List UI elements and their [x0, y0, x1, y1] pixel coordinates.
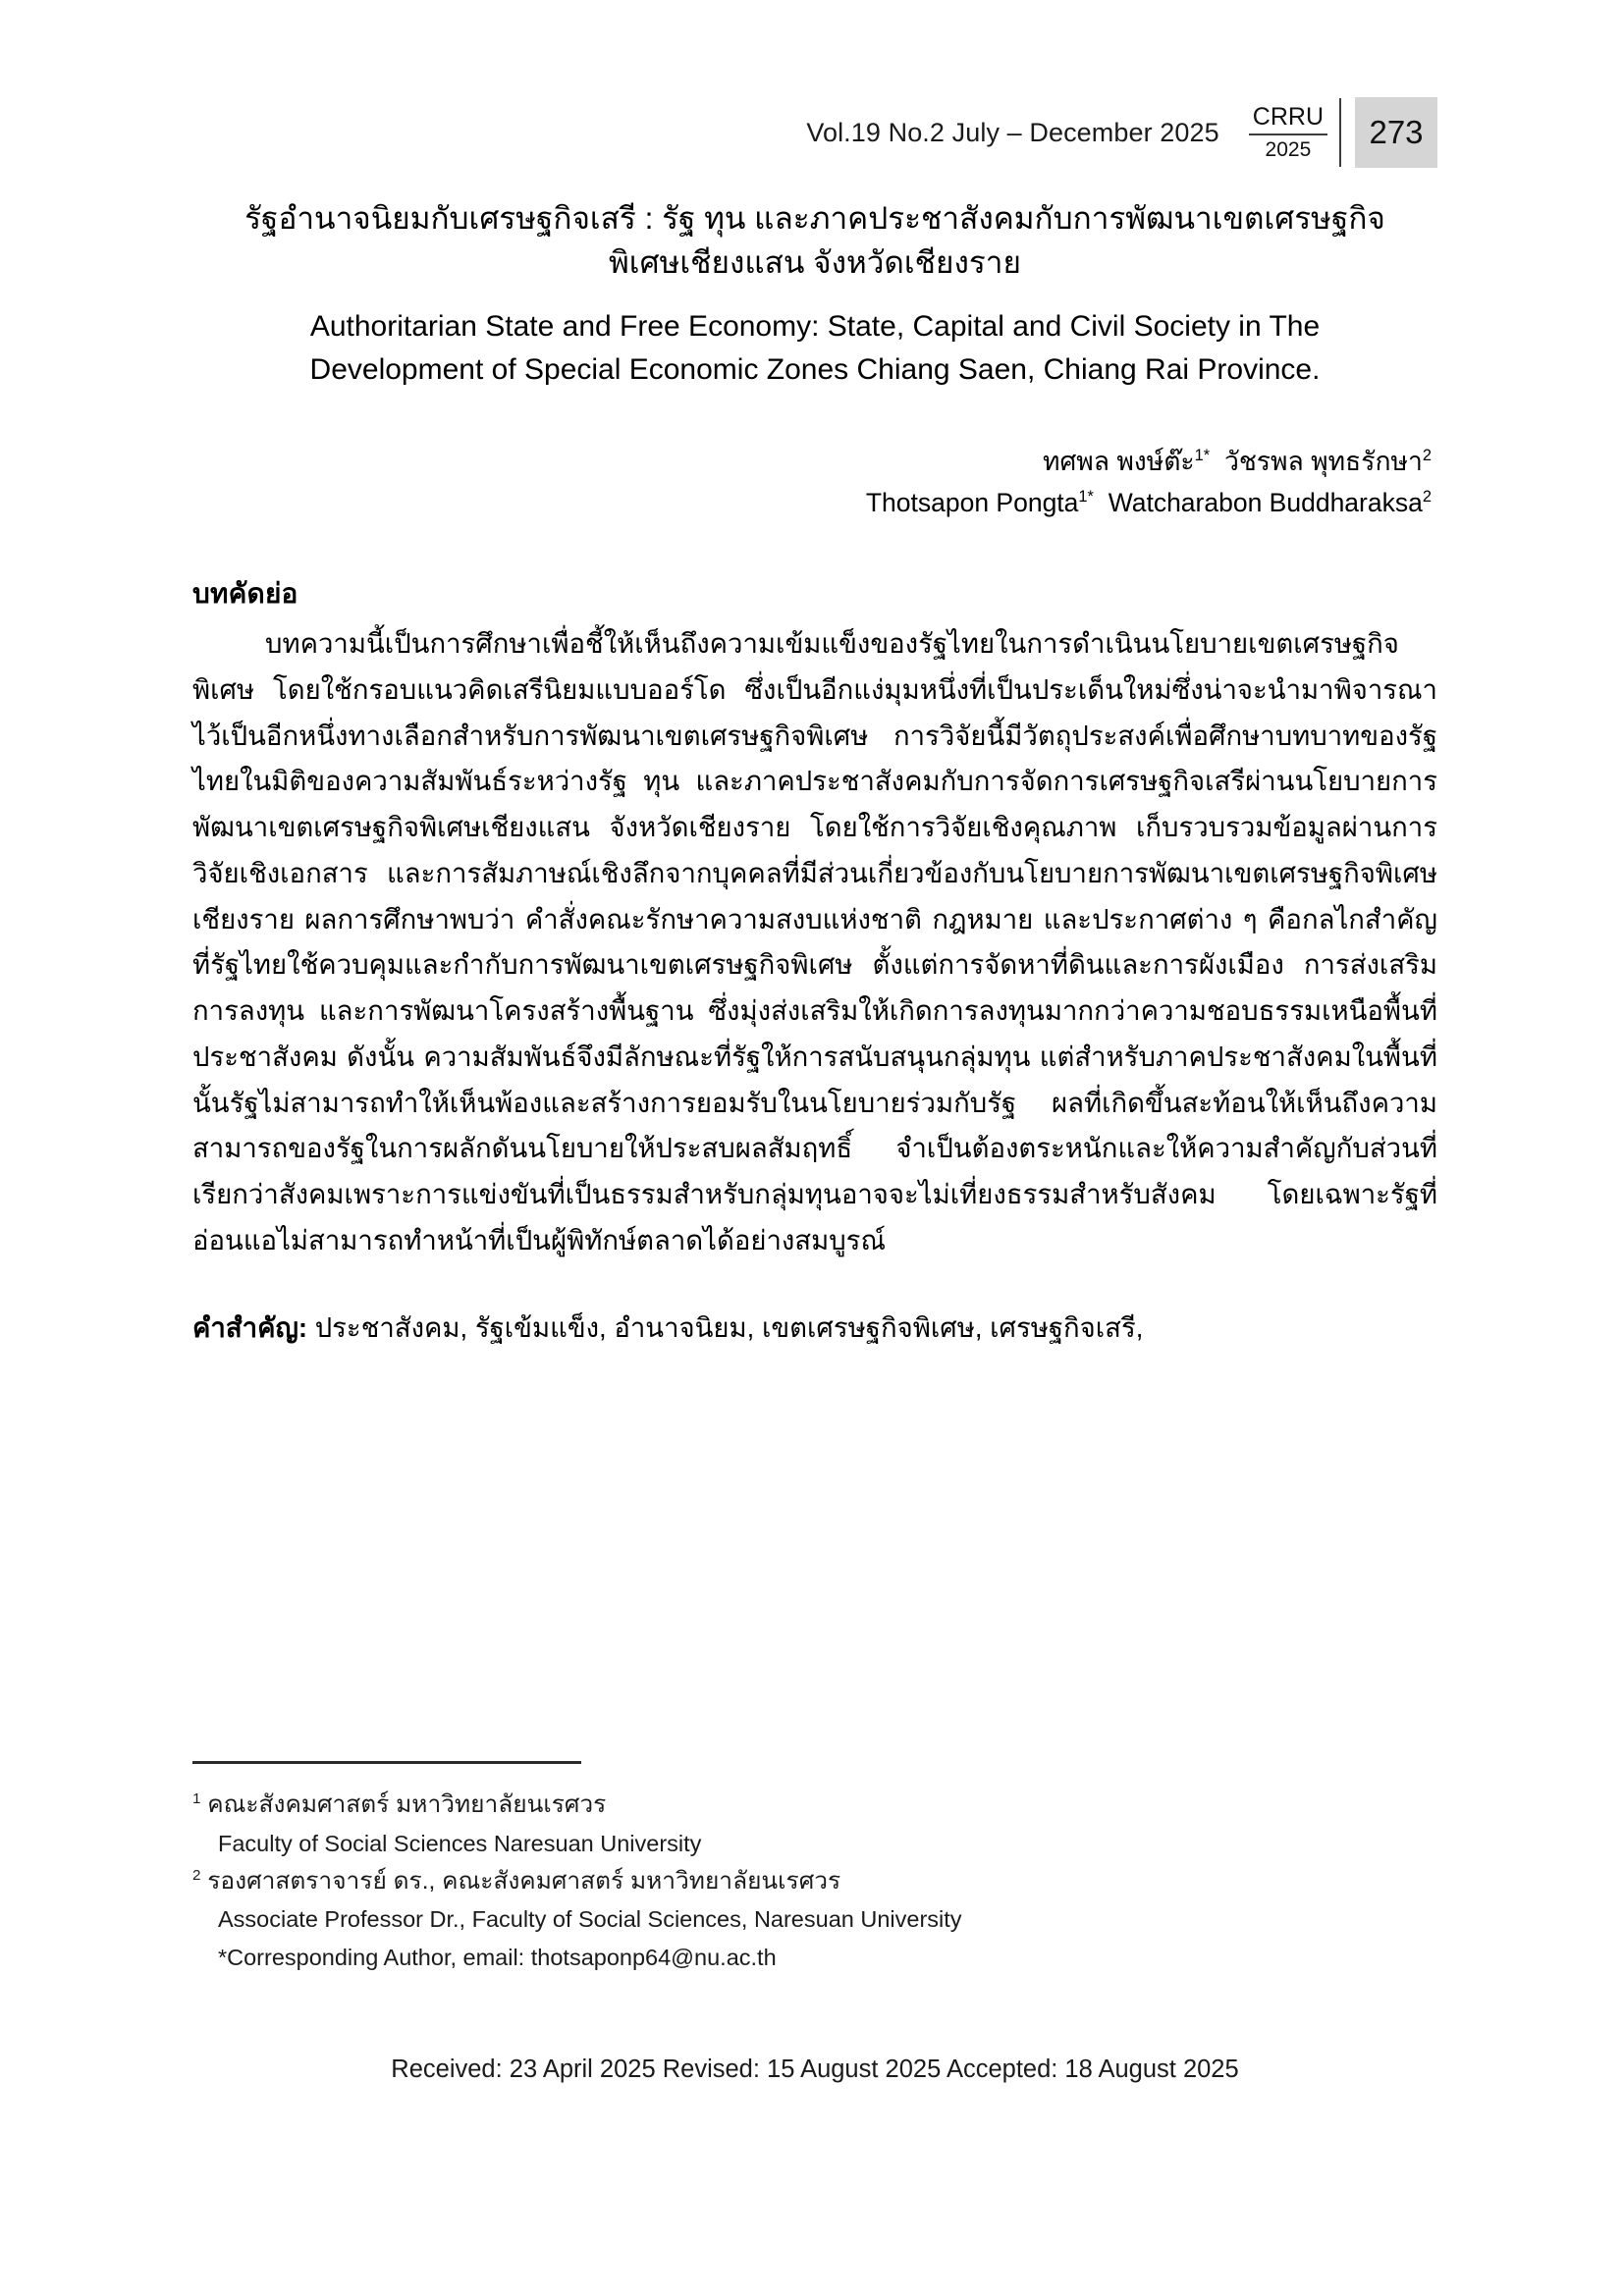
author-english-1-superscript: 1*: [1078, 487, 1094, 506]
journal-mark: [1249, 98, 1341, 167]
footnote-1-thai-text: คณะสังคมศาสตร์ มหาวิทยาลัยนเรศวร: [207, 1791, 607, 1818]
footnote-1-marker: 1: [192, 1789, 201, 1807]
author-thai-2-superscript: 2: [1422, 447, 1432, 465]
author-english-2-superscript: 2: [1422, 487, 1432, 506]
page-number: 273: [1355, 97, 1437, 168]
footnote-1-thai: [192, 1786, 1437, 1825]
authors-english: [192, 482, 1432, 523]
authors-thai: [192, 443, 1432, 482]
keywords-line: [192, 1306, 1437, 1352]
page-title-thai: [192, 196, 1437, 284]
journal-mark-bottom: 2025: [1265, 138, 1312, 161]
author-english-1-name: Thotsapon Pongta: [865, 487, 1079, 517]
author-thai-1-superscript: 1*: [1194, 447, 1211, 465]
footnote-2-marker: 2: [192, 1866, 201, 1884]
title-english-line-2: Development of Special Economic Zones Chiang Saen, Chiang Rai Province.: [309, 353, 1321, 387]
title-thai-line-2: พิเศษเชียงแสน จังหวัดเชียงราย: [609, 243, 1021, 280]
abstract-paragraph: บทความนี้เป็นการศึกษาเพื่อชี้ให้เห็นถึงความเข้มแข็งของรัฐไทยในการดำเนินนโยบายเขตเศรษฐกิจพิเศษ โดยใช้กรอบแนวคิดเสรีนิยมแบบออร์โด ซึ่งเป็นอีกแง่มุมหนึ่งที่เป็นประเด็นใหม่ซึ่งน่าจะนำมาพิจารณาไว้เป็นอีกหนึ่งทางเลือกสำหรับการพัฒนาเขตเศรษฐกิจพิเศษ การวิจัยนี้มีวัตถุประสงค์เพื่อศึกษาบทบาทของรัฐไทยในมิติของความสัมพันธ์ระหว่างรัฐ ทุน และภาคประชาสังคมกับการจัดการเศรษฐกิจเสรีผ่านนโยบายการพัฒนาเขตเศรษฐกิจพิเศษเชียงแสน จังหวัดเชียงราย โดยใช้การวิจัยเชิงคุณภาพ เก็บรวบรวมข้อมูลผ่านการวิจัยเชิงเอกสาร และการสัมภาษณ์เชิงลึกจากบุคคลที่มีส่วนเกี่ยวข้องกับนโยบายการพัฒนาเขตเศรษฐกิจพิเศษเชียงราย ผลการศึกษาพบว่า คำสั่งคณะรักษาความสงบแห่งชาติ กฎหมาย และประกาศต่าง ๆ คือกลไกสำคัญที่รัฐไทยใช้ควบคุมและกำกับการพัฒนาเขตเศรษฐกิจพิเศษ ตั้งแต่การจัดหาที่ดินและการผังเมือง การส่งเสริมการลงทุน และการพัฒนาโครงสร้างพื้นฐาน ซึ่งมุ่งส่งเสริมให้เกิดการลงทุนมากกว่าความชอบธรรมเหนือพื้นที่ประชาสังคม ดังนั้น ความสัมพันธ์จึงมีลักษณะที่รัฐให้การสนับสนุนกลุ่มทุน แต่สำหรับภาคประชาสังคมในพื้นที่นั้นรัฐไม่สามารถทำให้เห็นพ้องและสร้างการยอมรับในนโยบายร่วมกับรัฐ ผลที่เกิดขึ้นสะท้อนให้เห็นถึงความสามารถของรัฐในการผลักดันนโยบายให้ประสบผลสัมฤทธิ์ จำเป็นต้องตระหนักและให้ความสำคัญกับส่วนที่เรียกว่าสังคมเพราะการแข่งขันที่เป็นธรรมสำหรับกลุ่มทุนอาจจะไม่เที่ยงธรรมสำหรับสังคม โดยเฉพาะรัฐที่อ่อนแอไม่สามารถทำหน้าที่เป็นผู้พิทักษ์ตลาดได้อย่างสมบูรณ์: [192, 628, 1437, 1255]
footnote-2-english: Associate Professor Dr., Faculty of Social Sciences, Naresuan University: [218, 1906, 962, 1933]
page-content: [192, 0, 1437, 1351]
abstract-heading: บทคัดย่อ: [192, 578, 298, 610]
footnote-divider: [192, 1761, 581, 1764]
volume-issue-text: Vol.19 No.2 July – December 2025: [806, 117, 1219, 147]
footnote-2-thai-text: รองศาสตราจารย์ ดร., คณะสังคมศาสตร์ มหาวิทยาลัยนเรศวร: [207, 1867, 841, 1895]
keywords-label: คำสำคัญ:: [192, 1311, 308, 1343]
title-thai-line-1: รัฐอำนาจนิยมกับเศรษฐกิจเสรี : รัฐ ทุน และภาคประชาสังคมกับการพัฒนาเขตเศรษฐกิจ: [244, 200, 1385, 236]
author-thai-2-name: วัชรพล พุทธรักษา: [1223, 447, 1423, 477]
footnote-1-english: Faculty of Social Sciences Naresuan University: [218, 1830, 702, 1856]
author-thai-1-name: ทศพล พงษ์ต๊ะ: [1042, 447, 1195, 477]
author-english-2-name: Watcharabon Buddharaksa: [1108, 487, 1423, 517]
author-block: [192, 443, 1437, 523]
corresponding-author-note: *Corresponding Author, email: thotsaponp64@nu.ac.th: [218, 1944, 777, 1970]
journal-mark-top: CRRU: [1249, 105, 1327, 135]
abstract-body: [192, 621, 1437, 1264]
running-head: [192, 94, 1437, 171]
keywords-values: ประชาสังคม, รัฐเข้มแข็ง, อำนาจนิยม, เขตเศรษฐกิจพิเศษ, เศรษฐกิจเสรี,: [314, 1311, 1144, 1343]
title-english-line-1: Authoritarian State and Free Economy: State, Capital and Civil Society in The: [309, 310, 1321, 344]
footnote-area: [192, 1761, 1437, 1976]
page-title-english: [192, 305, 1437, 392]
received-revised-accepted-line: Received: 23 April 2025 Revised: 15 August 2025 Accepted: 18 August 2025: [391, 2056, 1239, 2083]
footnote-2-thai: [192, 1862, 1437, 1901]
